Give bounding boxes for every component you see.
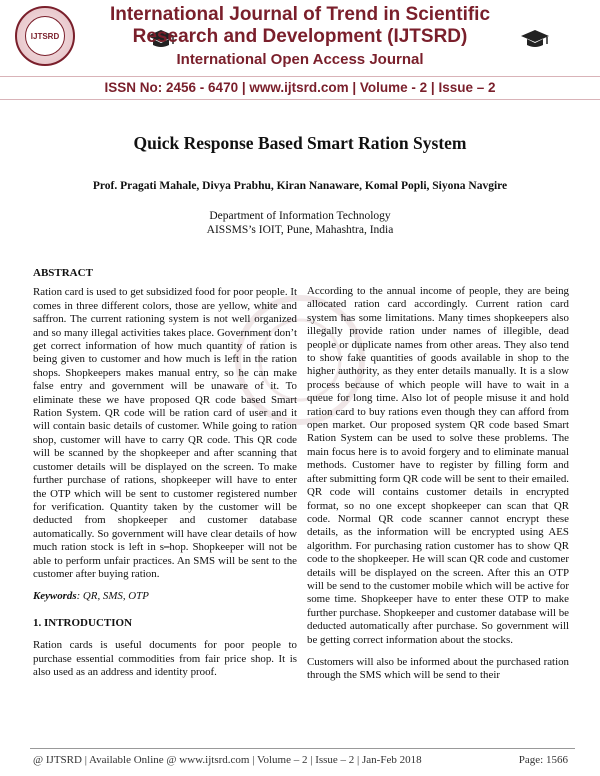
issn-line: ISSN No: 2456 - 6470 | www.ijtsrd.com | Volume - 2 | Issue – 2 [104, 80, 496, 95]
affiliation-department: Department of Information Technology [209, 210, 391, 222]
journal-title: International Journal of Trend in Scientific Research and Development (IJTSRD) [109, 4, 491, 47]
graduation-cap-icon-right [520, 28, 550, 50]
logo-inner [25, 16, 65, 56]
right-paragraph-2: Customers will also be informed about the purchased ration through the SMS which will be send to their [307, 655, 569, 682]
intro-heading: 1. INTRODUCTION [33, 616, 133, 629]
author-list: Prof. Pragati Mahale, Divya Prabhu, Kiran Nanaware, Komal Popli, Siyona Navgire [92, 180, 508, 192]
affiliation [0, 209, 600, 237]
journal-header [0, 0, 600, 98]
right-column [307, 285, 569, 683]
abstract-body: Ration card is used to get subsidized food for poor people. It comes in three different colors, those are yellow, white and saffron. The current rationing system is not well organized and so many illegal activities takes place. Government don’t get correct information of how much quantity of ration is being given to customer and how much is left in the ration shops. Shopkeepers makes manual entry, so he can make false entry and government will be unaware of it. To eliminate these we have proposed QR code based Smart Ration System. QR code will be ration card of user and it will contain basic details of customer. While going to ration shop, customer will have to carry QR code. This QR code will be scanned by the shopkeeper and after scanning that customer details will be displayed on the screen. To make further purchase of rations, shopkeeper will have to enter the OTP which will be sent to customer registered number for verification. Quantity taken by the customer will be deducted from shopkeeper and customer database automatically. So government will have clear details of how much ration stock is left in s⎯hop. Shopkeeper will not be able to perform unfair practices. An SMS will be sent to the customer after buying ration. [33, 286, 297, 580]
affiliation-institute: AISSMS’s IOIT, Pune, Mahashtra, India [206, 224, 394, 236]
right-paragraph-1: According to the annual income of people, they are being allocated ration card accordingly. Current ration card system has some limitations. Many times shopkeepers also illegally provide ration under names of illegible, dead people or duplicate names from other areas. They also tend to show fake quantities of goods available in shop to the higher authority, as they enter details manually. It is a slow process because of which people will have to wait in a queue for long time. Also lot of people misuse it and hold ration card to buy rations even though they can afford from open market. Our proposed system QR code based Smart Ration System can be used to solve these problems. The main focus here is to avoid forgery and to eliminate manual methods. Customer have to register by filling form and after submitting form QR code will be sent to their emailed. QR code will contains customer details in encrypted format, so no one except shopkeeper can scan that QR code. Normal QR code scanner cannot encrypt these details, as the information will be encrypted using AES algorithm. For purchasing ration customer has to show QR code to the shopkeeper. He will scan QR code and customer details will be displayed on the screen. After this an OTP will be send to the customer mobile which will be active for some time. Shopkeeper have to enter these OTP to make further purchase. Shopkeeper and customer database will be deducted automatically after purchase. So government will be getting correct information about the stocks. [307, 285, 569, 646]
left-column [33, 267, 297, 679]
paper-title: Quick Response Based Smart Ration System [133, 133, 467, 153]
abstract-heading: ABSTRACT [33, 267, 93, 279]
keywords-line [33, 590, 297, 603]
page-footer [33, 754, 568, 766]
open-access-label: International Open Access Journal [176, 51, 424, 68]
intro-paragraph: Ration cards is useful documents for poor people to purchase essential commodities from fair price shop. It is also used as an address and identity proof. [33, 639, 297, 678]
footer-text: @ IJTSRD | Available Online @ www.ijtsrd.com | Volume – 2 | Issue – 2 | Jan-Feb 2018 [33, 754, 422, 766]
page-number: Page: 1566 [518, 754, 568, 766]
logo-text: IJTSRD [30, 31, 60, 41]
footer-divider [30, 748, 575, 749]
keywords-label: Keywords [33, 590, 77, 603]
keywords-values: : QR, SMS, OTP [76, 590, 149, 603]
